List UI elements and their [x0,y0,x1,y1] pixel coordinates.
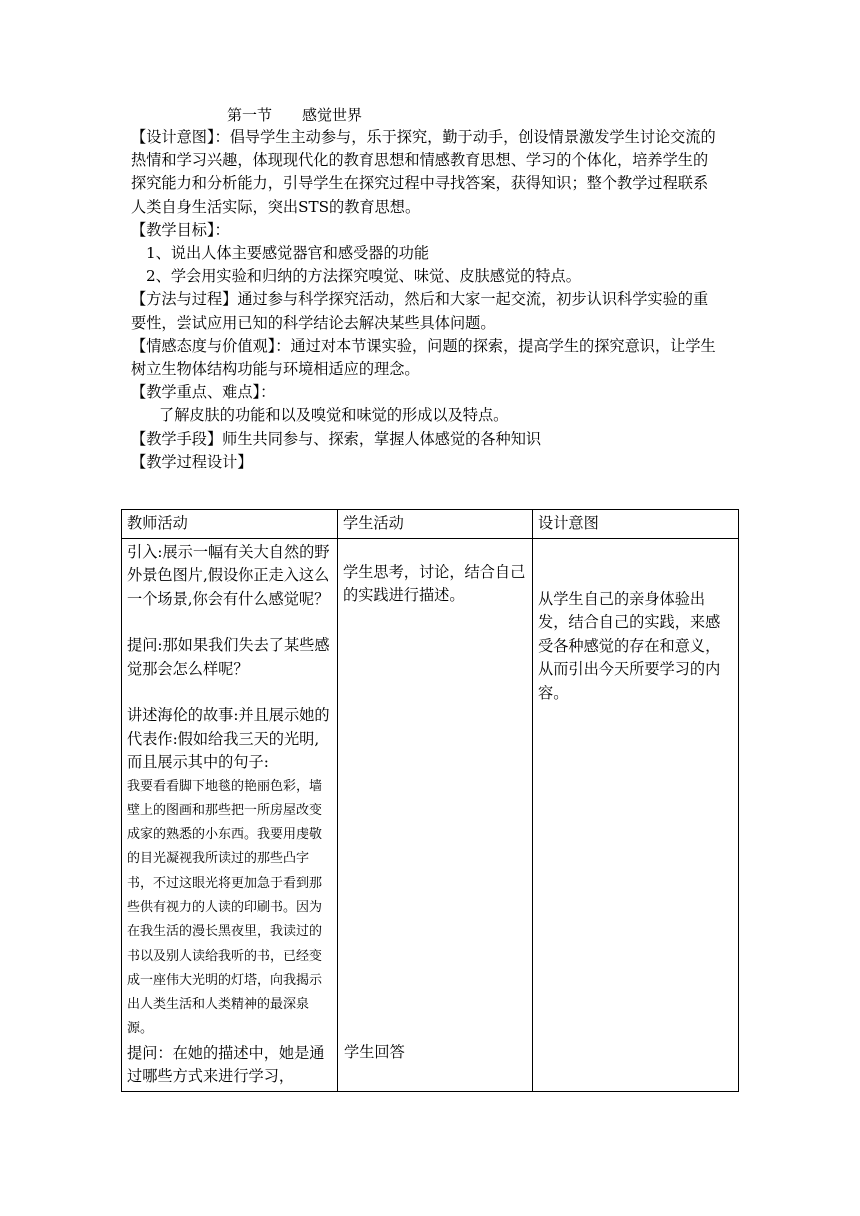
means-paragraph: 【教学手段】师生共同参与、探索，掌握人体感觉的各种知识 [131,429,542,448]
design-intent-cell [533,538,739,1091]
keypoints-label: 【教学重点、难点】： [131,383,276,402]
header-student-activity: 学生活动 [338,510,533,539]
section-title: 第一节 感觉世界 [227,106,363,124]
header-teacher-activity: 教师活动 [122,510,338,539]
design-intent-paragraph: 【设计意图】：倡导学生主动参与，乐于探究，勤于动手，创设情景激发学生讨论交流的热情和学习兴趣，体现现代化的教育思想和情感教育思想、学习的个体化，培养学生的探究能力和分析能力，引导学生在探究过程中寻找答案，获得知识；整个教学过程联系人类自身生活实际，突出STS的教育思想。 [131,128,716,216]
student-activity-1: 学生思考，讨论，结合自己的实践进行描述。 [343,562,526,604]
teacher-question-1: 提问:那如果我们失去了某些感觉那会怎么样呢？ [127,636,330,678]
table-row [122,538,739,1091]
helen-keller-quote: 我要看看脚下地毯的艳丽色彩，墙壁上的图画和那些把一所房屋改变成家的熟悉的小东西。我要用虔敬的目光凝视我所读过的那些凸字书，不过这眼光将更加急于看到那些供有视力的人读的印刷书。因为在我生活的漫长黑夜里，我读过的书以及别人读给我听的书，已经变成一座伟大光明的灯塔，向我揭示出人类生活和人类精神的最深泉源。 [127,778,323,1037]
teacher-story: 讲述海伦的故事:并且展示她的代表作:假如给我三天的光明,而且展示其中的句子: [127,706,330,771]
goals-label: 【教学目标】： [131,220,230,239]
method-paragraph: 【方法与过程】通过参与科学探究活动，然后和大家一起交流，初步认识科学实验的重要性，尝试应用已知的科学结论去解决某些具体问题。 [131,290,709,332]
teacher-activity-cell [122,538,338,1091]
table-header-row [122,510,739,539]
goal-item-2: 2、学会用实验和归纳的方法探究嗅觉、味觉、皮肤感觉的特点。 [146,267,581,286]
design-intent-text: 从学生自己的亲身体验出发，结合自己的实践，来感受各种感觉的存在和意义，从而引出今天所要学习的内容。 [538,589,721,702]
lesson-overview [131,126,721,474]
student-activity-2: 学生回答 [344,1043,405,1062]
student-activity-cell [338,538,533,1091]
process-label: 【教学过程设计】 [131,452,253,471]
goal-item-1: 1、说出人体主要感觉器官和感受器的功能 [146,244,430,263]
teacher-question-2: 提问：在她的描述中，她是通过哪些方式来进行学习， [127,1043,325,1086]
attitude-paragraph: 【情感态度与价值观】：通过对本节课实验，问题的探索，提高学生的探究意识，让学生树立生物体结构功能与环境相适应的理念。 [131,336,716,379]
lesson-process-table [121,509,739,1092]
keypoints-text: 了解皮肤的功能和以及嗅觉和味觉的形成以及特点。 [159,406,509,425]
header-design-intent: 设计意图 [533,510,739,539]
teacher-intro: 引入:展示一幅有关大自然的野外景色图片,假设你正走入这么一个场景,你会有什么感觉呢？ [127,542,330,608]
